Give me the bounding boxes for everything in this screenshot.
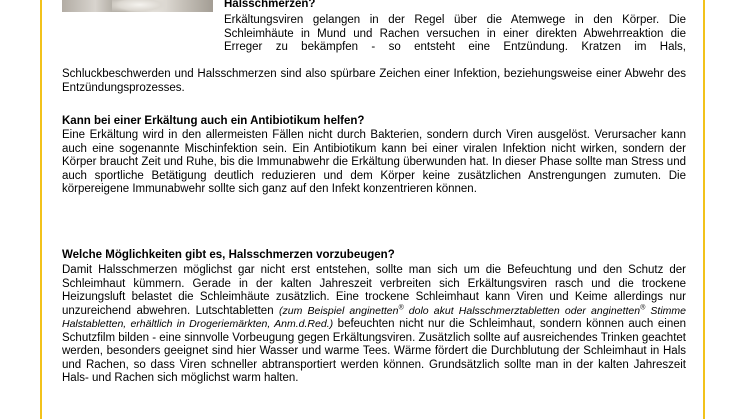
registered-mark-2: ® xyxy=(640,304,646,311)
question-prevention-heading: Welche Möglichkeiten gibt es, Halsschmerzen vorzubeugen? xyxy=(62,249,395,261)
intro-paragraph-rest: Schluckbeschwerden und Halsschmerzen sind also spürbare Zeichen einer Infektion, beziehungsweise einer Abwehr des Entzündungsprozesses. xyxy=(62,68,686,94)
product-note-b: dolo akut Halsschmerztabletten oder anginetten xyxy=(408,304,641,317)
question-antibiotic-answer: Eine Erkältung wird in den allermeisten Fällen nicht durch Bakterien, sondern durch Viren ausgelöst. Verursacher kann auch eine sogenannte Mischinfektion sein. Ein Antibiotikum kann bei einer viralen Infektion nicht wirken, sondern der Körper braucht Zeit und Ruhe, bis die Immunabwehr die Erkältung überwunden hat. In dieser Phase sollte man Stress und auch sportliche Betätigung deutlich reduzieren und dem Körper keine zusätzlichen Anstrengungen zumuten. Die körpereigene Immunabwehr sollte sich ganz auf den Infekt konzentrieren können. xyxy=(62,129,686,195)
question-prevention-answer xyxy=(62,264,686,386)
prevention-text-b: befeuchten nicht nur die Schleimhaut, sondern können auch einen Schutzfilm bilden - eine sinnvolle Vorbeugung gegen Erkältungsviren. Zusätzlich sollte auf ausreichendes Trinken geachtet werden, besonders geeignet sind hier Wasser und warme Tees. Wärme fördert die Durchblutung der Schleimhaut in Hals und Rachen, so dass Viren schneller abtransportiert werden können. Grundsätzlich sollte man in der kalten Jahreszeit Hals- und Rachen sich möglichst warm halten. xyxy=(62,318,687,384)
registered-mark-1: ® xyxy=(398,304,404,311)
left-accent-bar xyxy=(40,0,42,419)
prevention-text-a: Damit Halsschmerzen möglichst gar nicht erst entstehen, sollte man sich um die Befeuchtung und den Schutz der Schleimhaut kümmern. Gerade in der kalten Jahreszeit verbreiten sich Erkältungsviren rasch und die trockene Heizungsluft belastet die Schleimhäute zusätzlich. Eine trockene Schleimhaut kann Viren und Keime allerdings nur unzureichend abwehren. Lutschtabletten xyxy=(62,264,686,317)
right-accent-bar xyxy=(703,0,705,419)
product-note-a: (zum Beispiel anginetten xyxy=(279,304,399,317)
portrait-photo xyxy=(62,0,213,12)
question-antibiotic-heading: Kann bei einer Erkältung auch ein Antibiotikum helfen? xyxy=(62,115,365,127)
intro-paragraph-top: Erkältungsviren gelangen in der Regel über die Atemwege in den Körper. Die Schleimhäute in Mund und Rachen versuchen in einer direkten Abwehrreaktion die Erreger zu bekämpfen - so entsteht eine Entzündung. Kratzen im Hals, xyxy=(224,14,686,53)
product-note-c: Stimme Halstabletten, erhältlich in Drogeriemärkten, Anm.d.Red.) xyxy=(62,304,687,330)
intro-heading: Halsschmerzen? xyxy=(224,0,316,10)
